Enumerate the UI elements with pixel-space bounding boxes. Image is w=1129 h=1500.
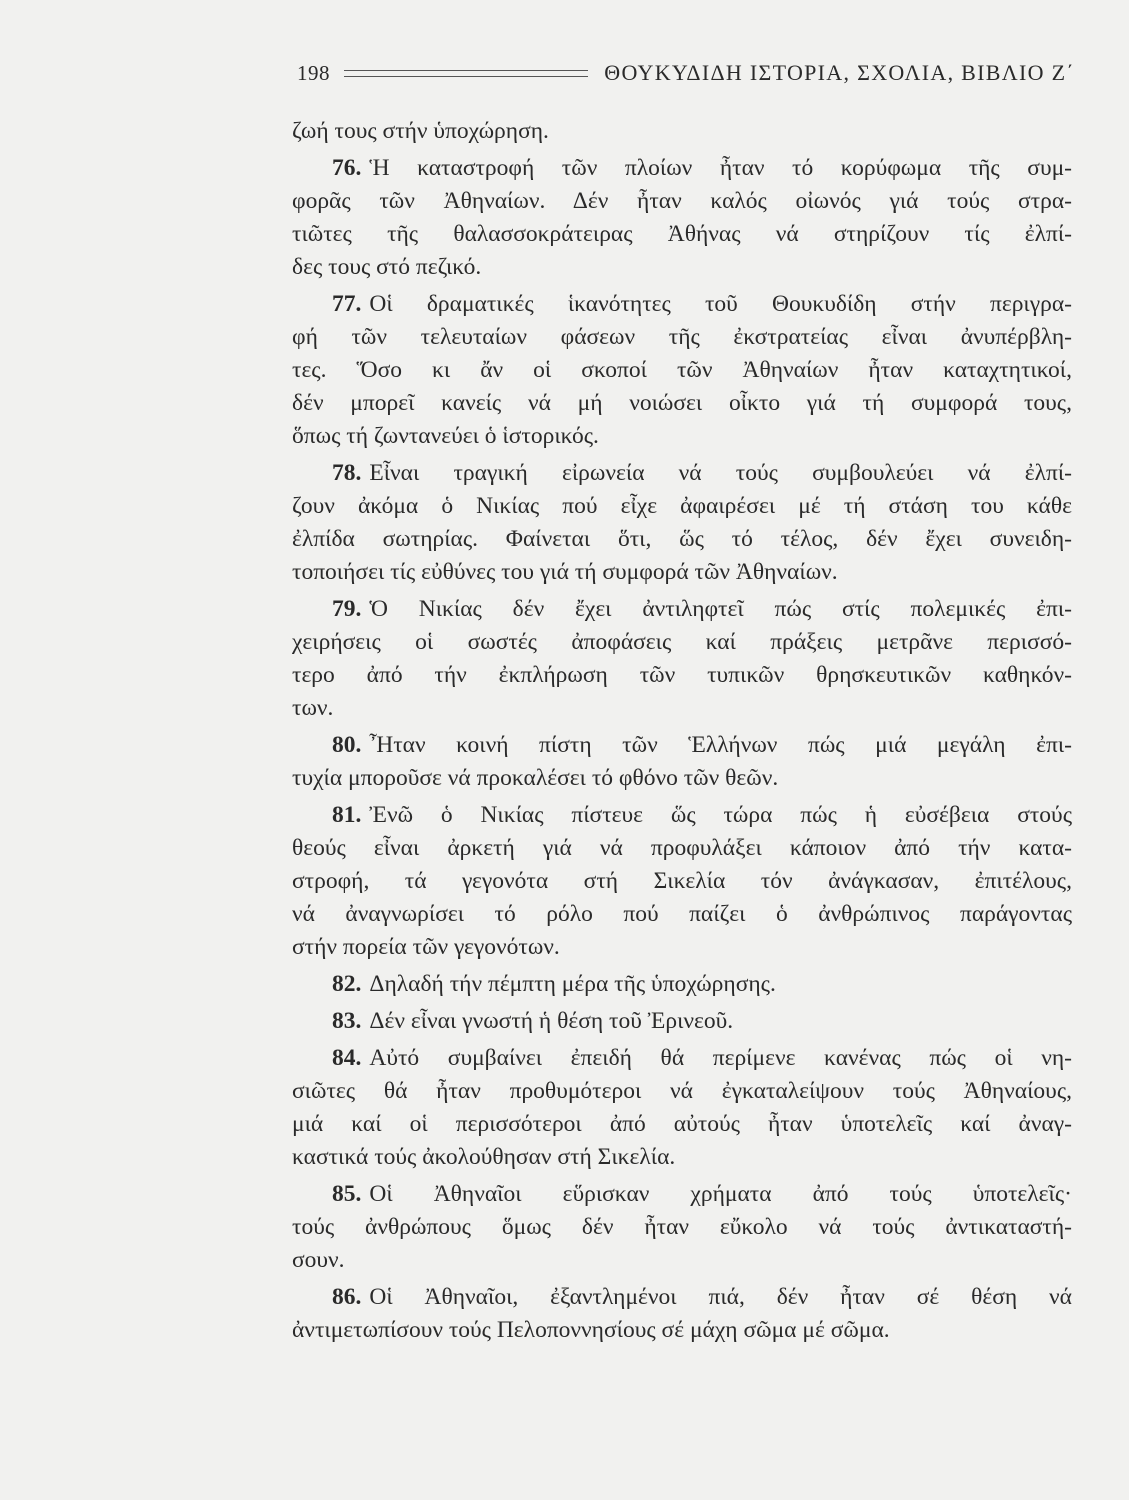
note-number: 79. <box>332 596 362 622</box>
note-text: χειρήσεις οἱ σωστές ἀποφάσεις καί πράξεις μετρᾶνε περισσό- <box>292 629 1072 655</box>
note-line <box>292 659 1072 692</box>
note-text: θεούς εἶναι ἀρκετή γιά νά προφυλάξει κάποιον ἀπό τήν κατα- <box>292 835 1072 861</box>
note-line <box>292 420 1072 453</box>
note-text: Ἡ καταστροφή τῶν πλοίων ἦταν τό κορύφωμα τῆς συμ- <box>369 155 1072 181</box>
note-number: 82. <box>332 971 362 997</box>
note-text: ὅπως τή ζωντανεύει ὁ ἱστορικός. <box>292 423 599 449</box>
note-line <box>292 1075 1072 1108</box>
note-text: τούς ἀνθρώπους ὅμως δέν ἦταν εὔκολο νά τούς ἀντικαταστή- <box>292 1214 1072 1240</box>
note-text: σιῶτες θά ἦταν προθυμότεροι νά ἐγκαταλείψουν τούς Ἀθηναίους, <box>292 1078 1072 1104</box>
note-line <box>292 523 1072 556</box>
note-line <box>292 115 1072 148</box>
note-text: ἐλπίδα σωτηρίας. Φαίνεται ὅτι, ὥς τό τέλος, δέν ἔχει συνειδη- <box>292 526 1072 552</box>
note-number: 76. <box>332 155 362 181</box>
page-header <box>297 58 1075 88</box>
note-line <box>292 1141 1072 1174</box>
note-line <box>292 556 1072 589</box>
note-number: 86. <box>332 1284 362 1310</box>
note-text: Οἱ δραματικές ἱκανότητες τοῦ Θουκυδίδη στήν περιγρα- <box>369 291 1072 317</box>
note-text: Οἱ Ἀθηναῖοι εὕρισκαν χρήματα ἀπό τούς ὑποτελεῖς· <box>369 1181 1072 1207</box>
note-number: 83. <box>332 1008 362 1034</box>
note-line <box>292 185 1072 218</box>
notes-body <box>292 115 1072 1347</box>
note-text: τιῶτες τῆς θαλασσοκράτειρας Ἀθήνας νά στηρίζουν τίς ἐλπί- <box>292 221 1072 247</box>
note-line-numbered <box>292 1178 1072 1211</box>
note-text: τυχία μποροῦσε νά προκαλέσει τό φθόνο τῶν θεῶν. <box>292 765 779 791</box>
note-text: Οἱ Ἀθηναῖοι, ἐξαντλημένοι πιά, δέν ἦταν σέ θέση νά <box>369 1284 1072 1310</box>
note-line-numbered <box>292 457 1072 490</box>
note-number: 81. <box>332 802 362 828</box>
note-text: τερο ἀπό τήν ἐκπλήρωση τῶν τυπικῶν θρησκευτικῶν καθηκόν- <box>292 662 1072 688</box>
note-line <box>292 626 1072 659</box>
note-text: τες. Ὅσο κι ἄν οἱ σκοποί τῶν Ἀθηναίων ἦταν καταχτητικοί, <box>292 357 1072 383</box>
note-text: καστικά τούς ἀκολούθησαν στή Σικελία. <box>292 1144 676 1170</box>
note-text: φορᾶς τῶν Ἀθηναίων. Δέν ἦταν καλός οἰωνός γιά τούς στρα- <box>292 188 1072 214</box>
note-line <box>292 1244 1072 1277</box>
note-text: στήν πορεία τῶν γεγονότων. <box>292 934 560 960</box>
note-text: τοποιήσει τίς εὐθύνες του γιά τή συμφορά τῶν Ἀθηναίων. <box>292 559 838 585</box>
note-line-numbered <box>292 1005 1072 1038</box>
note-line <box>292 865 1072 898</box>
note-text: φή τῶν τελευταίων φάσεων τῆς ἐκστρατείας εἶναι ἀνυπέρβλη- <box>292 324 1072 350</box>
note-text: ζωή τους στήν ὑποχώρηση. <box>292 118 549 144</box>
header-double-rule <box>344 70 588 77</box>
note-line <box>292 1211 1072 1244</box>
note-text: σουν. <box>292 1247 345 1273</box>
note-line-numbered <box>292 968 1072 1001</box>
note-line <box>292 218 1072 251</box>
note-text: Αὐτό συμβαίνει ἐπειδή θά περίμενε κανένας πώς οἱ νη- <box>369 1045 1072 1071</box>
note-line <box>292 898 1072 931</box>
note-text: Δηλαδή τήν πέμπτη μέρα τῆς ὑποχώρησης. <box>369 971 776 997</box>
note-line <box>292 490 1072 523</box>
running-title: ΘΟΥΚΥΔΙΔΗ ΙΣΤΟΡΙΑ, ΣΧΟΛΙΑ, ΒΙΒΛΙΟ Ζ΄ <box>604 60 1075 85</box>
note-line <box>292 354 1072 387</box>
note-line <box>292 832 1072 865</box>
note-text: Ἐνῶ ὁ Νικίας πίστευε ὥς τώρα πώς ἡ εὐσέβεια στούς <box>369 802 1072 828</box>
note-number: 85. <box>332 1181 362 1207</box>
note-text: Εἶναι τραγική εἰρωνεία νά τούς συμβουλεύει νά ἐλπί- <box>369 460 1072 486</box>
note-line <box>292 251 1072 284</box>
note-line-numbered <box>292 288 1072 321</box>
note-line <box>292 692 1072 725</box>
note-line <box>292 387 1072 420</box>
note-line-numbered <box>292 799 1072 832</box>
note-text: των. <box>292 695 334 721</box>
note-line <box>292 321 1072 354</box>
note-line-numbered <box>292 729 1072 762</box>
note-number: 80. <box>332 732 362 758</box>
note-line <box>292 1108 1072 1141</box>
note-number: 77. <box>332 291 362 317</box>
page-number: 198 <box>297 60 330 85</box>
note-text: ζουν ἀκόμα ὁ Νικίας πού εἶχε ἀφαιρέσει μέ τή στάση του κάθε <box>292 493 1072 519</box>
note-line <box>292 931 1072 964</box>
note-text: Ὁ Νικίας δέν ἔχει ἀντιληφτεῖ πώς στίς πολεμικές ἐπι- <box>369 596 1072 622</box>
note-text: Ἦταν κοινή πίστη τῶν Ἑλλήνων πώς μιά μεγάλη ἐπι- <box>369 732 1072 758</box>
note-text: δες τους στό πεζικό. <box>292 254 482 280</box>
note-text: Δέν εἶναι γνωστή ἡ θέση τοῦ Ἐρινεοῦ. <box>369 1008 734 1034</box>
note-text: ἀντιμετωπίσουν τούς Πελοποννησίους σέ μάχη σῶμα μέ σῶμα. <box>292 1317 890 1343</box>
note-line <box>292 762 1072 795</box>
note-text: μιά καί οἱ περισσότεροι ἀπό αὐτούς ἦταν ὑποτελεῖς καί ἀναγ- <box>292 1111 1072 1137</box>
note-line-numbered <box>292 593 1072 626</box>
note-line-numbered <box>292 1042 1072 1075</box>
note-text: στροφή, τά γεγονότα στή Σικελία τόν ἀνάγκασαν, ἐπιτέλους, <box>292 868 1072 894</box>
note-line <box>292 1314 1072 1347</box>
note-line-numbered <box>292 152 1072 185</box>
note-text: νά ἀναγνωρίσει τό ρόλο πού παίζει ὁ ἀνθρώπινος παράγοντας <box>292 901 1072 927</box>
note-text: δέν μπορεῖ κανείς νά μή νοιώσει οἶκτο γιά τή συμφορά τους, <box>292 390 1072 416</box>
note-line-numbered <box>292 1281 1072 1314</box>
note-number: 78. <box>332 460 362 486</box>
note-number: 84. <box>332 1045 362 1071</box>
